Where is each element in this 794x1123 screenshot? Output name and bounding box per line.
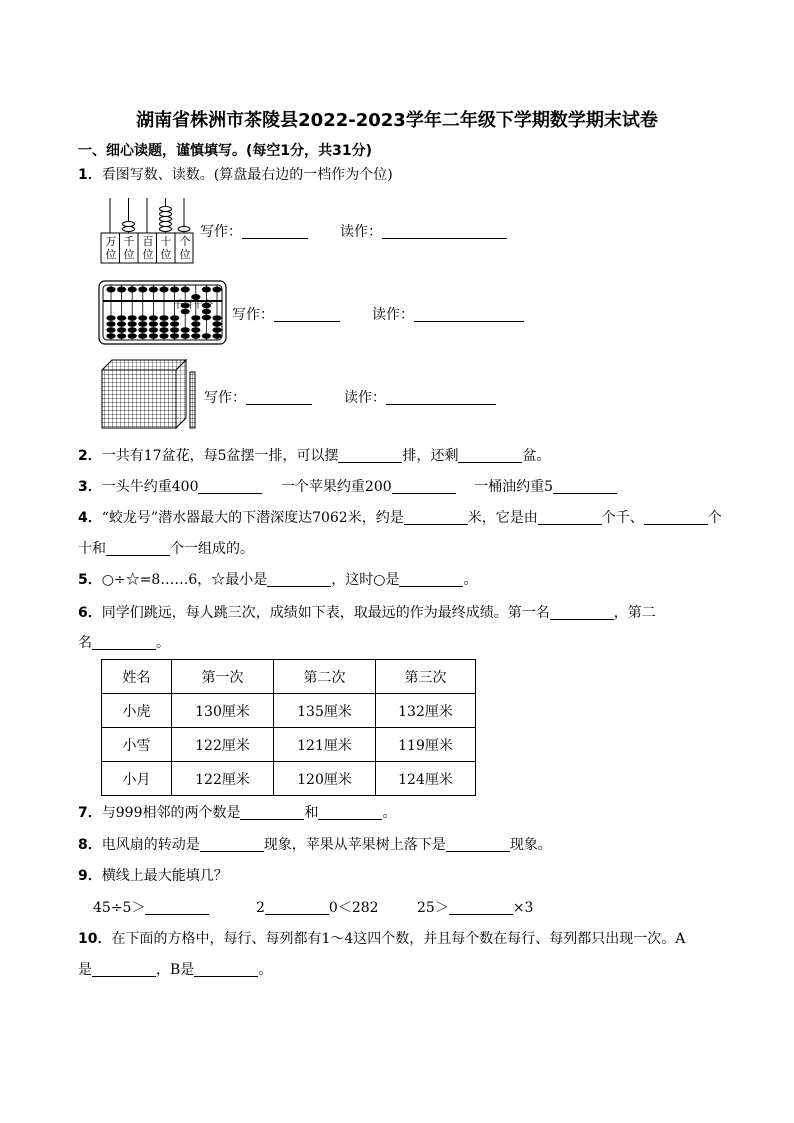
- abacus-bead: [202, 315, 211, 321]
- abacus-bead: [128, 287, 137, 293]
- question-10-continued: 是 ，B是 。: [78, 962, 273, 978]
- place-label: 万位: [105, 235, 117, 261]
- abacus-bead: [202, 333, 211, 339]
- answer-blank[interactable]: [200, 837, 264, 852]
- table-header-cell: 第一次: [172, 660, 274, 694]
- abacus-bead: [149, 321, 158, 327]
- abacus-place-label: 千: [173, 300, 183, 311]
- table-cell: 132厘米: [376, 694, 476, 728]
- answer-blank[interactable]: [550, 605, 614, 620]
- place-label: 十位: [160, 235, 172, 261]
- table-cell: 小虎: [102, 694, 172, 728]
- abacus-bead: [138, 321, 147, 327]
- abacus-bead: [191, 327, 200, 333]
- abacus-bead: [159, 321, 168, 327]
- question-3: 3．一头牛约重400 一个苹果约重200 一桶油约重5: [78, 478, 617, 496]
- abacus-bead: [159, 333, 168, 339]
- table-cell: 小月: [102, 762, 172, 796]
- table-cell: 122厘米: [172, 728, 274, 762]
- table-cell: 121厘米: [274, 728, 376, 762]
- table-row: [102, 694, 476, 728]
- abacus-place-label: 十: [193, 300, 203, 311]
- question-9: 9．横线上最大能填几？: [78, 868, 228, 884]
- abacus-bead: [191, 315, 200, 321]
- table-row: [102, 728, 476, 762]
- abacus-bead: [106, 315, 115, 321]
- question-8: 8．电风扇的转动是 现象，苹果从苹果树上落下是 现象。: [78, 837, 552, 853]
- question-9-item-2: 2 0＜282: [256, 900, 379, 916]
- abacus-bead: [138, 333, 147, 339]
- abacus-bead: [212, 321, 221, 327]
- abacus-bead: [149, 315, 158, 321]
- abacus-bead: [138, 287, 147, 293]
- table-cell: 130厘米: [172, 694, 274, 728]
- abacus-figure: [98, 280, 228, 346]
- abacus-bead: [138, 327, 147, 333]
- answer-blank[interactable]: [246, 390, 312, 405]
- table-header-cell: 姓名: [102, 660, 172, 694]
- abacus-bead: [106, 321, 115, 327]
- answer-blank[interactable]: [458, 448, 522, 463]
- abacus-bead: [170, 333, 179, 339]
- abacus-bead: [181, 327, 190, 333]
- place-label: 千位: [123, 235, 135, 261]
- abacus-bead: [191, 321, 200, 327]
- table-header-cell: 第三次: [376, 660, 476, 694]
- answer-blank[interactable]: [267, 572, 331, 587]
- answer-blank[interactable]: [382, 224, 507, 239]
- answer-blank[interactable]: [240, 805, 304, 820]
- question-6-continued: 名 。: [78, 635, 170, 651]
- question-number: 1．: [78, 167, 102, 183]
- question-9-item-3: 25＞ ×3: [417, 900, 534, 916]
- question-6: 6．同学们跳远，每人跳三次，成绩如下表，取最远的作为最终成绩。第一名 ，第二: [78, 605, 656, 621]
- answer-blank[interactable]: [338, 448, 402, 463]
- answer-line-write: 写作：: [200, 223, 308, 241]
- abacus-bead: [117, 327, 126, 333]
- abacus-bead: [159, 287, 168, 293]
- answer-blank[interactable]: [446, 837, 510, 852]
- answer-line-read: 读作：: [340, 223, 507, 241]
- answer-blank[interactable]: [92, 635, 156, 650]
- answer-blank[interactable]: [194, 962, 258, 977]
- answer-blank[interactable]: [386, 390, 496, 405]
- long-jump-score-table: [101, 659, 476, 796]
- abacus-bead: [128, 321, 137, 327]
- question-text: 看图写数、读数。(算盘最右边的一档作为个位): [101, 167, 393, 183]
- place-value-labels: [101, 235, 193, 263]
- answer-line-write: 写作：: [204, 389, 312, 407]
- question-10: 10．在下面的方格中，每行、每列都有1～4这四个数，并且每个数在每行、每列都只出现一次。A: [78, 931, 686, 947]
- answer-blank[interactable]: [392, 479, 456, 494]
- answer-blank[interactable]: [399, 572, 463, 587]
- answer-blank[interactable]: [198, 479, 262, 494]
- abacus-bead: [149, 333, 158, 339]
- answer-blank[interactable]: [274, 307, 340, 322]
- section-heading: 一、细心读题，谨慎填写。(每空1分，共31分): [78, 143, 373, 159]
- answer-line-read: 读作：: [344, 389, 496, 407]
- abacus-bead: [170, 287, 179, 293]
- answer-blank[interactable]: [414, 307, 524, 322]
- answer-blank[interactable]: [449, 900, 513, 915]
- abacus-bead: [159, 327, 168, 333]
- abacus-bead: [191, 333, 200, 339]
- abacus-bead: [128, 315, 137, 321]
- answer-blank[interactable]: [404, 510, 468, 525]
- answer-blank[interactable]: [242, 224, 308, 239]
- answer-blank[interactable]: [106, 541, 170, 556]
- answer-blank[interactable]: [553, 479, 617, 494]
- answer-blank[interactable]: [318, 805, 382, 820]
- abacus-bead: [117, 315, 126, 321]
- table-cell: 小雪: [102, 728, 172, 762]
- table-cell: 119厘米: [376, 728, 476, 762]
- table-cell: 122厘米: [172, 762, 274, 796]
- abacus-bead: [181, 333, 190, 339]
- abacus-bead: [128, 327, 137, 333]
- abacus-bead: [181, 287, 190, 293]
- question-5: 5．○÷☆=8……6，☆最小是 ，这时○是 。: [78, 572, 478, 588]
- abacus-bead: [149, 327, 158, 333]
- abacus-place-labels: [173, 296, 213, 311]
- abacus-bead: [149, 287, 158, 293]
- question-4-continued: 十和 个一组成的。: [78, 541, 254, 557]
- answer-blank[interactable]: [644, 510, 708, 525]
- question-4: 4．“蛟龙号”潜水器最大的下潜深度达7062米，约是 米，它是由 个千、 个: [78, 510, 722, 526]
- answer-blank[interactable]: [92, 962, 156, 977]
- question-7: 7．与999相邻的两个数是 和 。: [78, 805, 397, 821]
- abacus-bead: [212, 327, 221, 333]
- abacus-bead: [212, 333, 221, 339]
- cube-blocks-figure: [100, 358, 200, 430]
- table-header-row: [102, 660, 476, 694]
- question-2: 2．一共有17盆花，每5盆摆一排，可以摆 排，还剩 盆。: [78, 448, 551, 464]
- abacus-bead: [138, 315, 147, 321]
- place-label: 百位: [142, 235, 154, 261]
- answer-blank[interactable]: [265, 900, 329, 915]
- abacus-bead: [117, 287, 126, 293]
- abacus-bead: [106, 327, 115, 333]
- answer-blank[interactable]: [538, 510, 602, 525]
- answer-line-write: 写作：: [232, 306, 340, 324]
- abacus-place-label: 个: [203, 300, 213, 311]
- abacus-bead: [212, 287, 221, 293]
- answer-blank[interactable]: [145, 900, 209, 915]
- abacus-bead: [117, 321, 126, 327]
- table-cell: 120厘米: [274, 762, 376, 796]
- abacus-bead: [117, 333, 126, 339]
- abacus-bead: [106, 333, 115, 339]
- abacus-bead: [128, 333, 137, 339]
- place-label: 个位: [179, 235, 191, 261]
- abacus-bead: [170, 327, 179, 333]
- abacus-bead: [170, 315, 179, 321]
- table-cell: 135厘米: [274, 694, 376, 728]
- table-cell: 124厘米: [376, 762, 476, 796]
- page-title: 湖南省株洲市茶陵县2022-2023学年二年级下学期数学期末试卷: [136, 110, 658, 131]
- question-9-item-1: 45÷5＞: [93, 899, 209, 917]
- question-1: [78, 166, 393, 184]
- abacus-bead: [170, 321, 179, 327]
- abacus-bead: [202, 287, 211, 293]
- table-row: [102, 762, 476, 796]
- abacus-bead: [212, 315, 221, 321]
- abacus-place-label: 百: [183, 300, 193, 311]
- abacus-bead: [106, 287, 115, 293]
- abacus-bead: [159, 315, 168, 321]
- answer-line-read: 读作：: [372, 306, 524, 324]
- table-header-cell: 第二次: [274, 660, 376, 694]
